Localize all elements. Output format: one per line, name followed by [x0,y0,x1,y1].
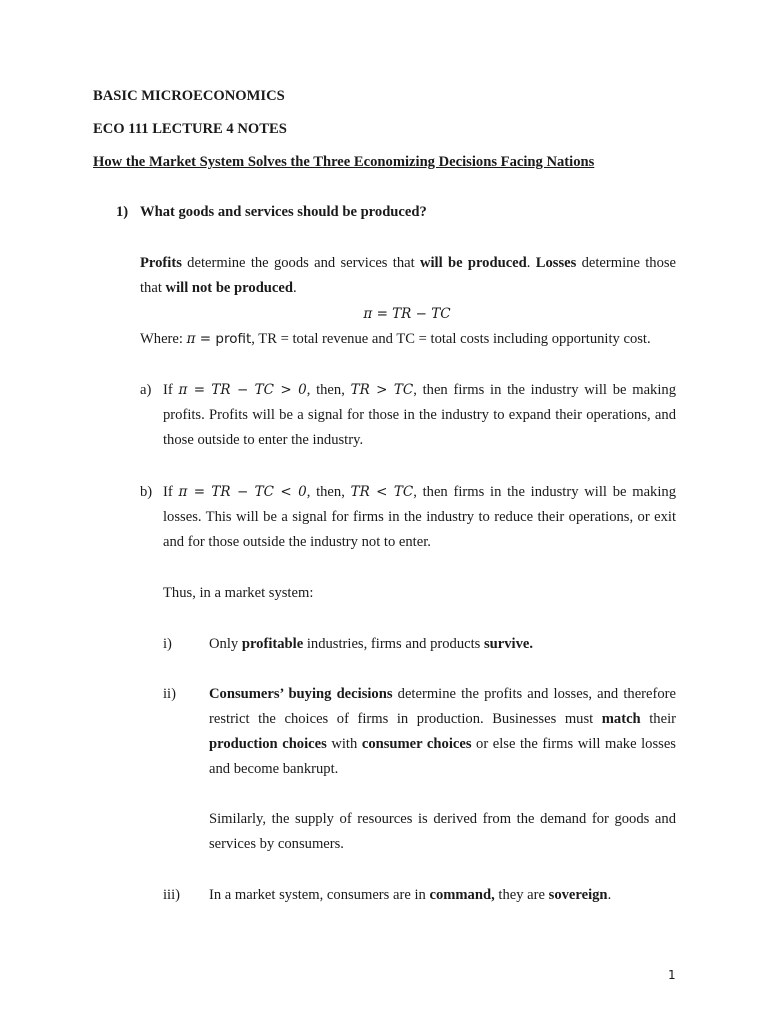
item-a-label: a) [140,382,152,398]
item-b-label: b) [140,484,153,500]
term-will-not-be-produced: will not be produced [165,280,293,296]
item-i-label: i) [163,636,172,652]
item-b-text: If π = TR − TC < 0, then, TR < TC, then firms in the industry will be making losses. This will be a signal for firms in the industry to reduce their operations, or exit and for those outside the industry not to enter. [163,484,676,550]
where-definition: Where: π = profit, TR = total revenue and TC = total costs including opportunity cost. [140,331,651,347]
page-number: 1 [668,968,676,982]
term-profits: Profits [140,255,182,271]
question-1-number: 1) [116,204,129,220]
item-ii-paragraph-2: Similarly, the supply of resources is derived from the demand for goods and services by consumers. [209,811,676,852]
term-losses: Losses [535,255,577,271]
item-iii-text: In a market system, consumers are in command, they are sovereign. [209,887,612,903]
course-title: ECO 111 LECTURE 4 NOTES [93,121,287,137]
question-1-text: What goods and services should be produced? [140,204,427,220]
item-i-text: Only profitable industries, firms and products survive. [209,636,534,652]
item-ii-label: ii) [163,686,176,702]
intro-paragraph: Profits determine the goods and services that will be produced. Losses determine those that will not be produced. [140,255,677,296]
item-a-text: If π = TR − TC > 0, then, TR > TC, then firms in the industry will be making profits. Profits will be a signal for those in the industry to expand their operations, and those outside to enter the industry. [163,382,676,448]
document-title: BASIC MICROECONOMICS [93,88,285,104]
thus-line: Thus, in a market system: [163,585,314,601]
item-ii-text: Consumers’ buying decisions determine the profits and losses, and therefore restrict the choices of firms in production. Businesses must match their production choices with consumer choices or else the firms will make losses and become bankrupt. [209,686,677,777]
item-iii-label: iii) [163,887,181,903]
section-heading: How the Market System Solves the Three Economizing Decisions Facing Nations [93,154,595,170]
term-will-be-produced: will be produced [419,255,527,271]
profit-formula: π = TR − TC [363,306,451,322]
